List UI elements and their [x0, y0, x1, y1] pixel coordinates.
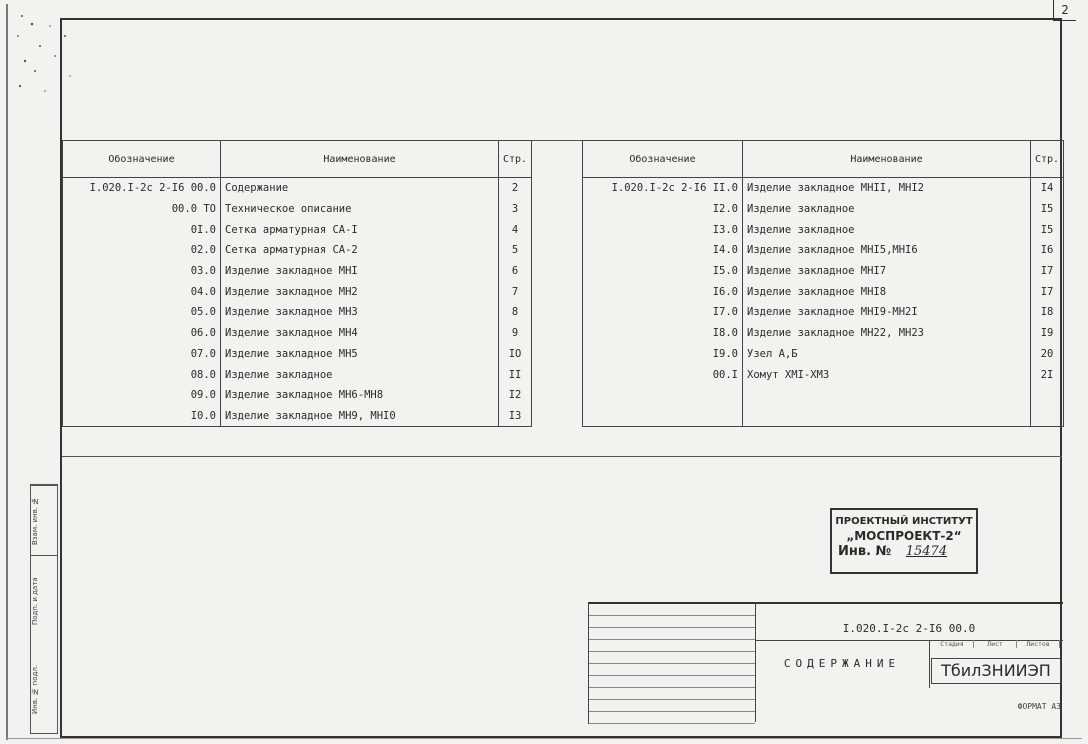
- table-row: [583, 302, 1064, 323]
- header-designation: Обозначение: [63, 141, 221, 178]
- header-name: Наименование: [221, 141, 499, 178]
- cell-page: 4: [499, 219, 532, 240]
- stamp-line1: ПРОЕКТНЫЙ ИНСТИТУТ: [835, 516, 973, 527]
- table-row: [583, 240, 1064, 261]
- divider-bottom: [62, 456, 1062, 457]
- table-row: [583, 199, 1064, 220]
- toc-table-left: [62, 140, 532, 427]
- cell-designation: 09.0: [63, 385, 221, 406]
- table-row: [63, 178, 532, 199]
- table-row: [583, 406, 1064, 427]
- table-row: [583, 219, 1064, 240]
- table-row: [63, 302, 532, 323]
- table-row: [583, 344, 1064, 365]
- table-row: [583, 385, 1064, 406]
- stamp-inventory: [832, 544, 976, 559]
- cell-page: 9: [499, 323, 532, 344]
- cell-page: [1031, 385, 1064, 406]
- cell-name: Изделие закладное МНII, МНI2: [743, 178, 1031, 199]
- cell-name: [743, 406, 1031, 427]
- toc-table-right: [582, 140, 1064, 427]
- col-stage: Стадия: [931, 640, 974, 648]
- table-row: [583, 364, 1064, 385]
- table-row: [63, 385, 532, 406]
- stage-header: [931, 640, 1063, 652]
- cell-name: Изделие закладное: [221, 364, 499, 385]
- cell-designation: 08.0: [63, 364, 221, 385]
- cell-designation: I.020.I-2c 2-I6 00.0: [63, 178, 221, 199]
- cell-name: Изделие закладное МН4: [221, 323, 499, 344]
- cell-designation: I4.0: [583, 240, 743, 261]
- cell-designation: [583, 385, 743, 406]
- cell-name: Изделие закладное МН6-МН8: [221, 385, 499, 406]
- cell-page: 3: [499, 199, 532, 220]
- cell-designation: I5.0: [583, 261, 743, 282]
- sidebar-field-2: Подп. и дата: [31, 555, 57, 646]
- cell-name: Изделие закладное МН2: [221, 281, 499, 302]
- cell-page: I5: [1031, 219, 1064, 240]
- cell-name: Содержание: [221, 178, 499, 199]
- cell-designation: 04.0: [63, 281, 221, 302]
- table-row: [63, 261, 532, 282]
- table-row: [63, 240, 532, 261]
- cell-page: I2: [499, 385, 532, 406]
- title-block: [588, 602, 1063, 724]
- stamp-line2: „МОСПРОЕКТ-2“: [846, 529, 962, 543]
- outer-border-bottom: [6, 738, 1082, 739]
- sheet-number: 2: [1053, 0, 1076, 21]
- format-label: ФОРМАТ А3: [1017, 702, 1061, 711]
- table-row: [63, 364, 532, 385]
- cell-designation: 00.0 ТО: [63, 199, 221, 220]
- cell-designation: 03.0: [63, 261, 221, 282]
- document-title: СОДЕРЖАНИЕ: [755, 640, 930, 688]
- cell-designation: 00.I: [583, 364, 743, 385]
- cell-designation: 06.0: [63, 323, 221, 344]
- cell-name: Изделие закладное МН3: [221, 302, 499, 323]
- cell-page: [1031, 406, 1064, 427]
- cell-designation: I7.0: [583, 302, 743, 323]
- table-row: [583, 261, 1064, 282]
- table-row: [63, 323, 532, 344]
- table-row: [583, 323, 1064, 344]
- cell-name: Изделие закладное МНI5,МНI6: [743, 240, 1031, 261]
- cell-page: I6: [1031, 240, 1064, 261]
- sidebar-field-1: Взам. инв. №: [31, 485, 57, 556]
- cell-designation: 05.0: [63, 302, 221, 323]
- cell-name: Изделие закладное МН22, МН23: [743, 323, 1031, 344]
- table-row: [63, 219, 532, 240]
- header-name: Наименование: [743, 141, 1031, 178]
- institute-stamp: [830, 508, 978, 574]
- cell-page: I7: [1031, 281, 1064, 302]
- cell-designation: 02.0: [63, 240, 221, 261]
- cell-designation: I8.0: [583, 323, 743, 344]
- document-code: I.020.I-2c 2-I6 00.0: [755, 604, 1063, 641]
- left-side-stamp: [30, 484, 58, 734]
- cell-name: Изделие закладное: [743, 199, 1031, 220]
- outer-border-left: [6, 4, 8, 740]
- stamp-inventory-label: Инв. №: [838, 544, 892, 559]
- cell-designation: I.020.I-2c 2-I6 II.0: [583, 178, 743, 199]
- table-row: [63, 406, 532, 427]
- cell-name: Сетка арматурная СА-I: [221, 219, 499, 240]
- cell-name: Хомут ХМI-ХМ3: [743, 364, 1031, 385]
- cell-designation: I2.0: [583, 199, 743, 220]
- cell-page: 6: [499, 261, 532, 282]
- cell-name: Изделие закладное МНI9-МН2I: [743, 302, 1031, 323]
- sidebar-field-3: Инв. № подл.: [31, 664, 39, 714]
- cell-name: Изделие закладное МНI7: [743, 261, 1031, 282]
- cell-designation: I3.0: [583, 219, 743, 240]
- cell-page: I4: [1031, 178, 1064, 199]
- cell-name: Изделие закладное: [743, 219, 1031, 240]
- cell-page: I9: [1031, 323, 1064, 344]
- stamp-inventory-number: 15474: [905, 544, 948, 559]
- cell-designation: I0.0: [63, 406, 221, 427]
- cell-name: Техническое описание: [221, 199, 499, 220]
- col-sheet: Лист: [974, 640, 1017, 648]
- cell-name: Изделие закладное МН5: [221, 344, 499, 365]
- cell-page: 8: [499, 302, 532, 323]
- table-row: [63, 199, 532, 220]
- cell-name: [743, 385, 1031, 406]
- organization-name: ТбилЗНИИЭП: [931, 658, 1061, 684]
- header-designation: Обозначение: [583, 141, 743, 178]
- table-row: [63, 344, 532, 365]
- cell-name: Изделие закладное МНI: [221, 261, 499, 282]
- table-row: [583, 281, 1064, 302]
- signature-grid: [589, 604, 756, 722]
- cell-designation: 07.0: [63, 344, 221, 365]
- cell-name: Сетка арматурная СА-2: [221, 240, 499, 261]
- header-page: Стр.: [1031, 141, 1064, 178]
- cell-page: 20: [1031, 344, 1064, 365]
- cell-page: I7: [1031, 261, 1064, 282]
- cell-designation: I9.0: [583, 344, 743, 365]
- table-row: [583, 178, 1064, 199]
- header-page: Стр.: [499, 141, 532, 178]
- cell-designation: I6.0: [583, 281, 743, 302]
- cell-page: 2: [499, 178, 532, 199]
- cell-page: IO: [499, 344, 532, 365]
- cell-page: 7: [499, 281, 532, 302]
- cell-name: Изделие закладное МНI8: [743, 281, 1031, 302]
- cell-name: Узел А,Б: [743, 344, 1031, 365]
- cell-page: I3: [499, 406, 532, 427]
- table-row: [63, 281, 532, 302]
- cell-page: 2I: [1031, 364, 1064, 385]
- cell-page: I5: [1031, 199, 1064, 220]
- cell-page: 5: [499, 240, 532, 261]
- col-sheets: Листов: [1017, 640, 1060, 648]
- cell-page: II: [499, 364, 532, 385]
- cell-name: Изделие закладное МН9, МНI0: [221, 406, 499, 427]
- cell-designation: 0I.0: [63, 219, 221, 240]
- cell-designation: [583, 406, 743, 427]
- cell-page: I8: [1031, 302, 1064, 323]
